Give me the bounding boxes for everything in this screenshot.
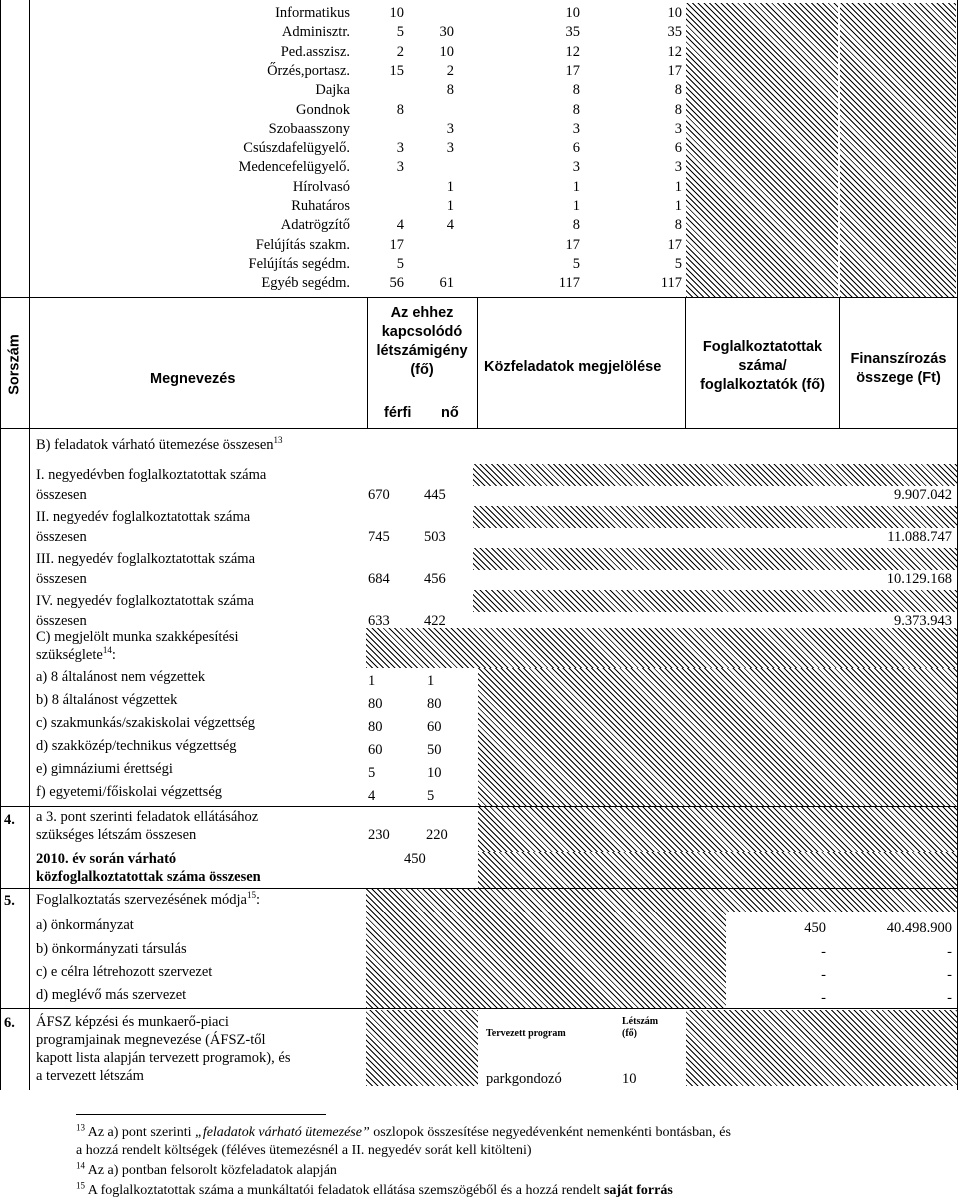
row-name: Medencefelügyelő. [238, 159, 350, 176]
footnote-separator [76, 1114, 326, 1115]
row-feladat: 8 [572, 217, 580, 234]
org-form-label: d) meglévő más szervezet [36, 987, 187, 1003]
row4-line1: a 3. pont szerinti feladatok ellátásához [36, 809, 259, 825]
row4-no: 220 [426, 827, 448, 843]
row4-line2: szükséges létszám összesen [36, 827, 197, 843]
row2010-total: 450 [404, 851, 426, 867]
org-form-fin: - [947, 944, 952, 960]
row-name: Szobaasszony [268, 120, 350, 137]
org-form-label: c) e célra létrehozott szervezet [36, 964, 213, 980]
qualification-label: d) szakközép/technikus végzettség [36, 738, 237, 754]
header-finansz: Finanszírozás összege (Ft) [850, 351, 947, 386]
row-name: Dajka [315, 82, 350, 99]
quarter-fin: 9.373.943 [894, 613, 952, 629]
row-foglalk: 8 [674, 82, 682, 99]
qualification-ferfi: 5 [368, 765, 376, 781]
row-ferfi: 56 [389, 275, 404, 292]
qualification-ferfi: 60 [368, 742, 383, 758]
org-form-fin: - [947, 967, 952, 983]
row-feladat: 6 [572, 140, 580, 157]
footnote-13: $^{13}$ Az a) pont szerinti „feladatok várható ütemezése” oszlopok összesítése negyedévenként nemenkénti bontásban, és [76, 1122, 731, 1140]
row-no: 8 [446, 82, 454, 99]
quarter-line2: összesen [36, 529, 87, 545]
header-foglalk: Foglalkoztatottak száma/ foglalkoztatók (fő) [700, 339, 825, 393]
row-feladat: 1 [572, 178, 580, 195]
row-ferfi: 8 [396, 101, 404, 118]
row-no: 3 [446, 140, 454, 157]
row-ferfi: 10 [389, 5, 404, 21]
row-no: 1 [446, 198, 454, 214]
row-ferfi: 3 [396, 140, 404, 157]
row5-title: Foglalkoztatás szervezésének módja$^{15}$: [36, 890, 261, 908]
quarter-ferfi: 684 [368, 571, 390, 587]
quarter-ferfi: 633 [368, 613, 390, 629]
qualification-no: 1 [427, 673, 435, 689]
row-feladat: 8 [572, 82, 580, 99]
qualification-ferfi: 1 [368, 673, 376, 689]
row-feladat: 35 [565, 24, 580, 41]
row-ferfi: 5 [396, 24, 404, 41]
qualification-label: a) 8 általánost nem végzettek [36, 669, 206, 685]
row-feladat: 1 [572, 198, 580, 214]
row-foglalk: 6 [674, 140, 682, 157]
quarter-no: 503 [424, 529, 446, 545]
row-name: Gondnok [296, 101, 350, 118]
org-form-label: a) önkormányzat [36, 917, 134, 933]
org-form-fin: 40.498.900 [886, 920, 952, 936]
row-name: Adatrögzítő [280, 217, 350, 234]
footnote-13-line2: a hozzá rendelt költségek (féléves ütemezésnél a II. negyedév sorát kell kitölteni) [76, 1143, 532, 1158]
row-no: 1 [446, 178, 454, 195]
row-ferfi: 4 [396, 217, 404, 234]
header-ferfi: férfi [384, 405, 412, 421]
row-feladat: 17 [565, 236, 580, 253]
row4-ferfi: 230 [368, 827, 390, 843]
row-name: Hírolvasó [292, 178, 350, 195]
qualification-ferfi: 80 [368, 719, 383, 735]
row-ferfi: 17 [389, 236, 404, 253]
row2010-line1: 2010. év során várható [36, 851, 177, 867]
header-letszam: Az ehhez kapcsolódó létszámigény (fő) [376, 305, 468, 378]
qualification-no: 10 [427, 765, 442, 781]
row-ferfi: 3 [396, 159, 404, 176]
qualification-ferfi: 80 [368, 696, 383, 712]
row6-line: kapott lista alapján tervezett programok), és [36, 1050, 291, 1066]
row-foglalk: 8 [674, 217, 682, 234]
row5-num: 5. [4, 893, 15, 909]
org-form-foglalk: - [821, 967, 826, 983]
row-ferfi: 15 [389, 62, 404, 79]
row-no: 10 [439, 43, 454, 60]
header-sorszam: Sorszám [6, 334, 23, 395]
qualification-no: 60 [427, 719, 442, 735]
quarter-no: 456 [424, 571, 446, 587]
row2010-line2: közfoglalkoztatottak száma összesen [36, 869, 261, 885]
org-form-foglalk: - [821, 990, 826, 1006]
quarter-line1: II. negyedév foglalkoztatottak száma [36, 509, 251, 525]
row-no: 61 [439, 275, 454, 292]
row-foglalk: 3 [674, 120, 682, 137]
row-foglalk: 1 [674, 198, 682, 214]
qualification-label: f) egyetemi/főiskolai végzettség [36, 784, 223, 800]
row-name: Csúszdafelügyelő. [243, 140, 350, 157]
row-name: Informatikus [275, 5, 350, 21]
section-c-title-1: C) megjelölt munka szakképesítési [36, 629, 239, 645]
row-foglalk: 17 [667, 62, 682, 79]
row-foglalk: 3 [674, 159, 682, 176]
row6-letszam: 10 [622, 1071, 637, 1087]
row-feladat: 17 [565, 62, 580, 79]
header-megnevezes: Megnevezés [150, 371, 236, 387]
row-name: Adminisztr. [281, 24, 350, 41]
org-form-foglalk: - [821, 944, 826, 960]
quarter-no: 445 [424, 487, 446, 503]
row-no: 30 [439, 24, 454, 41]
row-no: 3 [446, 120, 454, 137]
row-name: Felújítás segédm. [248, 255, 350, 272]
row-feladat: 3 [572, 159, 580, 176]
row-feladat: 8 [572, 101, 580, 118]
row6-line: ÁFSZ képzési és munkaerő-piaci [36, 1014, 229, 1030]
qualification-label: b) 8 általánost végzettek [36, 692, 178, 708]
org-form-foglalk: 450 [804, 920, 826, 936]
footnote-15: $^{15}$ A foglalkoztatottak száma a munkáltatói feladatok ellátása szemszögéből és a hozzá rendelt saját forrás [76, 1180, 673, 1198]
row-foglalk: 10 [667, 5, 682, 21]
quarter-line1: I. negyedévben foglalkoztatottak száma [36, 467, 267, 483]
row6-line: a tervezett létszám [36, 1068, 144, 1084]
quarter-line2: összesen [36, 571, 87, 587]
row-no: 2 [446, 62, 454, 79]
qualification-label: e) gimnáziumi érettségi [36, 761, 173, 777]
header-kozfeladat: Közfeladatok megjelölése [484, 359, 662, 375]
header-no: nő [441, 405, 459, 421]
quarter-line1: IV. negyedév foglalkoztatottak száma [36, 593, 254, 609]
row6-program: parkgondozó [486, 1071, 562, 1087]
row-feladat: 12 [565, 43, 580, 60]
row-name: Felújítás szakm. [255, 236, 350, 253]
row-name: Egyéb segédm. [261, 275, 350, 292]
row-feladat: 3 [572, 120, 580, 137]
row-foglalk: 1 [674, 178, 682, 195]
row-ferfi: 5 [396, 255, 404, 272]
quarter-line2: összesen [36, 487, 87, 503]
row-name: Ped.asszisz. [280, 43, 350, 60]
footnote-14: $^{14}$ Az a) pontban felsorolt közfeladatok alapján [76, 1160, 337, 1178]
row-foglalk: 117 [660, 275, 682, 292]
row-foglalk: 8 [674, 101, 682, 118]
row6-num: 6. [4, 1015, 15, 1031]
row6-line: programjainak megnevezése (ÁFSZ-től [36, 1032, 266, 1048]
quarter-line1: III. negyedév foglalkoztatottak száma [36, 551, 256, 567]
row-no: 4 [446, 217, 454, 234]
quarter-no: 422 [424, 613, 446, 629]
row-feladat: 117 [558, 275, 580, 292]
org-form-label: b) önkormányzati társulás [36, 941, 187, 957]
row-foglalk: 5 [674, 255, 682, 272]
qualification-no: 80 [427, 696, 442, 712]
section-b-title: B) feladatok várható ütemezése összesen$^{13}$ [36, 435, 283, 453]
row-name: Ruhatáros [291, 198, 350, 214]
row6-col-letszam: Létszám (fő) [622, 1016, 659, 1039]
qualification-label: c) szakmunkás/szakiskolai végzettség [36, 715, 256, 731]
quarter-fin: 9.907.042 [894, 487, 952, 503]
row-name: Őrzés,portasz. [267, 62, 350, 79]
quarter-ferfi: 745 [368, 529, 390, 545]
row-feladat: 10 [565, 5, 580, 21]
quarter-fin: 10.129.168 [886, 571, 952, 587]
row-foglalk: 12 [667, 43, 682, 60]
row4-num: 4. [4, 812, 15, 828]
qualification-no: 50 [427, 742, 442, 758]
quarter-ferfi: 670 [368, 487, 390, 503]
quarter-fin: 11.088.747 [887, 529, 952, 545]
qualification-no: 5 [427, 788, 435, 804]
row-feladat: 5 [572, 255, 580, 272]
row-foglalk: 35 [667, 24, 682, 41]
org-form-fin: - [947, 990, 952, 1006]
row-ferfi: 2 [396, 43, 404, 60]
row6-col-program: Tervezett program [486, 1028, 566, 1039]
row-foglalk: 17 [667, 236, 682, 253]
qualification-ferfi: 4 [368, 788, 376, 804]
quarter-line2: összesen [36, 613, 87, 629]
section-c-title-2: szükséglete$^{14}$: [36, 645, 116, 663]
